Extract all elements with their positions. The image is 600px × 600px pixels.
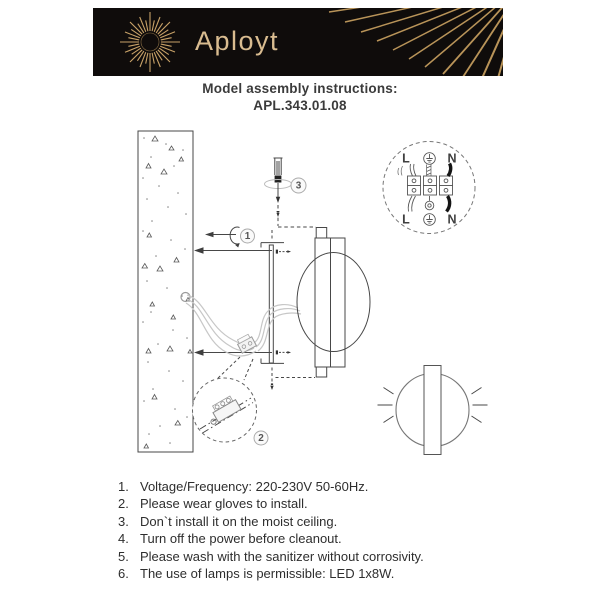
item-text: The use of lamps is permissible: LED 1x8W.	[140, 566, 395, 582]
page-title: Model assembly instructions:	[202, 81, 398, 96]
item-text: Don`t install it on the moist ceiling.	[140, 513, 338, 529]
detail-circle-2	[193, 378, 269, 445]
item-text: Please wash with the sanitizer without corrosivity.	[140, 548, 424, 564]
brand-name: Aployt	[195, 26, 280, 56]
list-item	[118, 530, 493, 547]
item-number: 3.	[118, 513, 129, 529]
item-number: 4.	[118, 531, 129, 547]
rotation-step1	[205, 227, 255, 248]
wall-cross-section	[138, 131, 193, 452]
label-live-bottom: L	[402, 212, 410, 227]
item-number: 1.	[118, 479, 129, 494]
list-item	[118, 513, 493, 530]
list-item	[118, 478, 493, 495]
detail2-leaders	[215, 357, 253, 381]
concrete-dots	[143, 138, 187, 443]
item-text: Turn off the power before cleanout.	[140, 531, 342, 547]
label-neutral-top: N	[447, 151, 457, 166]
callout-3: 3	[295, 180, 302, 192]
list-item	[118, 548, 493, 565]
callout-1: 1	[244, 231, 251, 242]
instruction-list	[118, 478, 493, 582]
item-number: 2.	[118, 496, 129, 512]
callout-2: 2	[258, 433, 264, 444]
label-neutral-bottom: N	[447, 212, 457, 227]
model-number: APL.343.01.08	[253, 97, 347, 113]
item-number: 6.	[118, 566, 129, 582]
screw-step3	[265, 158, 317, 227]
wiring-detail-circle	[383, 142, 475, 234]
item-text: Please wear gloves to install.	[140, 496, 308, 512]
item-number: 5.	[118, 548, 129, 564]
item-text: Voltage/Frequency: 220-230V 50-60Hz.	[140, 479, 369, 494]
list-item	[118, 495, 493, 512]
terminal-strip	[408, 176, 453, 195]
label-live-top: L	[402, 151, 410, 166]
list-item	[118, 565, 493, 582]
lamp-front-view	[378, 366, 488, 455]
